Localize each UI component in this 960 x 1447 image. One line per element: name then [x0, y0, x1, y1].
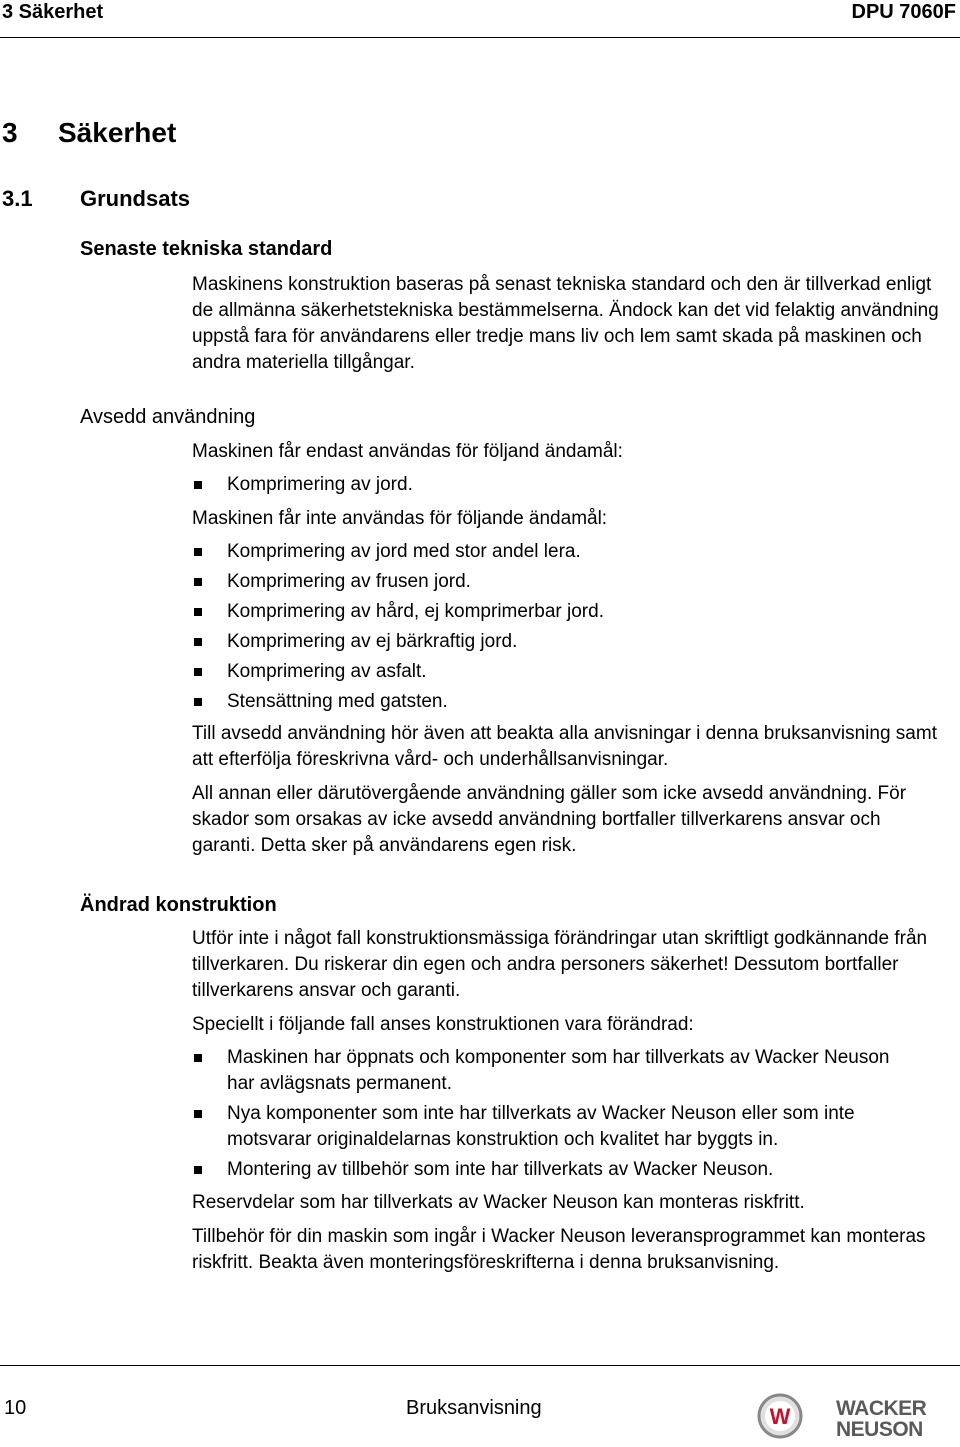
section-number: 3.1: [2, 186, 33, 211]
intended-forbidden-intro: Maskinen får inte användas för följande ändamål:: [192, 508, 608, 529]
wacker-neuson-wordmark: [836, 1398, 958, 1440]
section-title: Grundsats: [80, 186, 191, 211]
bullet-icon: [194, 638, 202, 646]
modified-intro: Speciellt i följande fall anses konstruktionen vara förändrad:: [192, 1014, 694, 1035]
running-header-model: DPU 7060F: [851, 1, 956, 23]
bullet-icon: [194, 481, 202, 489]
standard-text: Maskinens konstruktion baseras på senast tekniska standard och den är tillverkad enligt de allmänna säkerhetstekniska bestämmelserna. Ändock kan det vid felaktig användning uppstå fara för användarens eller tredje mans liv och lem samt skada på maskinen och andra materiella tillgångar.: [192, 274, 939, 373]
chapter-title: Säkerhet: [58, 117, 177, 148]
standard-heading: Senaste tekniska standard: [80, 238, 333, 260]
list-item: Maskinen har öppnats och komponenter som har tillverkats av Wacker Neuson har avlägsnats permanent.: [192, 1045, 922, 1097]
bullet-icon: [194, 548, 202, 556]
page-number: 10: [4, 1397, 27, 1419]
list-item: Komprimering av ej bärkraftig jord.: [192, 629, 952, 655]
list-item: Komprimering av frusen jord.: [192, 569, 952, 595]
intended-heading: Avsedd användning: [80, 406, 256, 428]
wacker-neuson-logo-mark: [756, 1392, 804, 1440]
header-rule: [0, 37, 960, 38]
intended-note-2: All annan eller därutövergående användning gäller som icke avsedd användning. För skador som orsakas av icke avsedd användning bortfaller tillverkarens ansvar och garanti. Detta sker på användarens egen risk.: [192, 783, 907, 856]
intended-forbidden-list: [192, 539, 952, 719]
bullet-icon: [194, 668, 202, 676]
list-item: Nya komponenter som inte har tillverkats av Wacker Neuson eller som inte motsvarar originaldelarnas konstruktion och kvalitet har byggts in.: [192, 1101, 922, 1153]
intended-allowed-list: [192, 472, 952, 502]
modified-text-3: Tillbehör för din maskin som ingår i Wacker Neuson leveransprogrammet kan monteras riskfritt. Beakta även monteringsföreskrifterna i denna bruksanvisning.: [192, 1226, 926, 1273]
modified-text-2: Reservdelar som har tillverkats av Wacker Neuson kan monteras riskfritt.: [192, 1192, 805, 1213]
modified-list: [192, 1045, 922, 1187]
chapter-heading: [2, 116, 176, 150]
footer-rule: [0, 1365, 960, 1366]
logo-emblem-icon: [756, 1392, 804, 1440]
list-item: Stensättning med gatsten.: [192, 689, 952, 715]
document-title: Bruksanvisning: [406, 1397, 542, 1419]
bullet-icon: [194, 1110, 202, 1118]
bullet-icon: [194, 1054, 202, 1062]
list-item: Komprimering av asfalt.: [192, 659, 952, 685]
intended-note-1: Till avsedd användning hör även att beakta alla anvisningar i denna bruksanvisning samt att efterfölja föreskrivna vård- och underhållsanvisningar.: [192, 723, 937, 770]
logo-line-2: NEUSON: [836, 1418, 923, 1441]
list-item: Komprimering av hård, ej komprimerbar jord.: [192, 599, 952, 625]
list-item: Komprimering av jord med stor andel lera.: [192, 539, 952, 565]
intended-allowed-intro: Maskinen får endast användas för följand ändamål:: [192, 441, 623, 462]
modified-text-1: Utför inte i något fall konstruktionsmässiga förändringar utan skriftligt godkännande från tillverkaren. Du riskerar din egen och andra personers säkerhet! Dessutom bortfaller tillverkarens ansvar och garanti.: [192, 928, 928, 1001]
list-item: Komprimering av jord.: [192, 472, 952, 498]
bullet-icon: [194, 608, 202, 616]
running-header-section: 3 Säkerhet: [2, 1, 104, 23]
section-heading: [2, 185, 190, 213]
logo-line-1: WACKER: [836, 1397, 927, 1420]
bullet-icon: [194, 578, 202, 586]
list-item: Montering av tillbehör som inte har tillverkats av Wacker Neuson.: [192, 1157, 922, 1183]
modified-heading: Ändrad konstruktion: [80, 894, 277, 916]
chapter-number: 3: [2, 117, 18, 148]
logo-mark-letter: W: [769, 1404, 791, 1429]
bullet-icon: [194, 698, 202, 706]
bullet-icon: [194, 1166, 202, 1174]
